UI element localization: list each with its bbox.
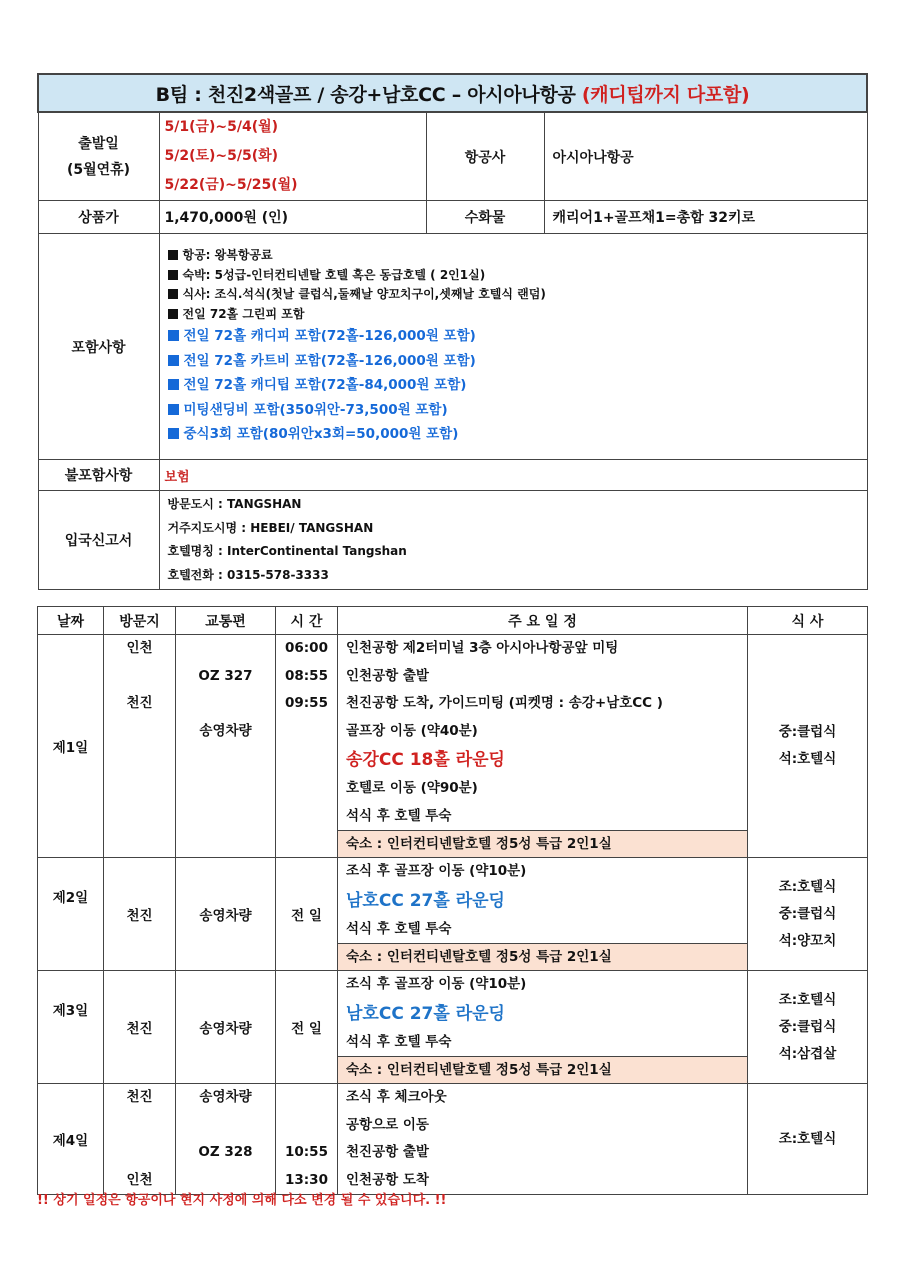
entry-residence: 거주지도시명 : HEBEI/ TANGSHAN [167,520,374,535]
included-item-highlight: 전일 72홀 캐디팁 포함(72홀-84,000원 포함) [168,373,867,398]
departure-dates [159,112,426,201]
product-info-table [37,73,868,590]
entry-hotel-phone: 호텔전화 : 0315-578-3333 [167,567,329,582]
day-meals: 중:클럽식 석:호텔식 [748,635,868,858]
entry-card-label: 입국신고서 [38,491,159,590]
day-label: 제2일 [38,858,104,971]
departure-date: 5/2(토)~5/5(화) [164,148,279,164]
included-item: 항공: 왕복항공료 [168,246,867,266]
plan-item: 인천공항 출발 [346,667,429,684]
hotel-info: 숙소 : 인터컨티넨탈호텔 정5성 특급 2인1실 [338,943,747,970]
included-list [159,234,867,460]
square-bullet-icon [168,270,178,280]
plan-item: 공항으로 이동 [346,1116,429,1133]
title-highlight: (캐디팁까지 다포함) [581,83,750,106]
day-meals: 조:호텔식 [748,1084,868,1195]
day-transport: 송영차량 OZ 328 [176,1084,276,1195]
included-item: 전일 72홀 그린피 포함 [168,305,867,325]
itinerary-day-row [38,1084,868,1195]
entry-card-info [159,491,867,590]
plan-item: 호텔로 이동 (약90분) [346,780,478,796]
header-meal: 식 사 [748,607,868,635]
included-item: 식사: 조식.석식(첫날 클럽식,둘째날 양꼬치구이,셋째날 호텔식 랜덤) [168,285,867,305]
plan-item-golf-round: 남호CC 27홀 라운딩 [346,890,505,911]
day-plans [338,858,748,971]
day-label: 제3일 [38,971,104,1084]
day-times: 06:00 08:55 09:55 [276,635,338,858]
square-bullet-icon [168,289,178,299]
day-plans [338,971,748,1084]
price-label: 상품가 [38,201,159,234]
day-transport: 송영차량 [176,971,276,1084]
excluded-value: 보험 [164,469,190,485]
departure-date: 5/22(금)~5/25(월) [164,177,298,193]
day-places: 인천 천진 [104,635,176,858]
day-time: 전 일 [276,858,338,971]
square-bullet-icon [168,250,178,260]
hotel-info: 숙소 : 인터컨티넨탈호텔 정5성 특급 2인1실 [338,830,747,857]
departure-label: 출발일 [78,135,119,152]
airline-label: 항공사 [426,112,544,201]
header-schedule: 주 요 일 정 [338,607,748,635]
day-meals: 조:호텔식 중:클럽식 석:삼겹살 [748,971,868,1084]
day-place: 천진 [104,971,176,1084]
entry-hotel-name: 호텔명칭 : InterContinental Tangshan [167,544,407,558]
day-transport: 송영차량 [176,858,276,971]
title-main: B팀 : 천진2색골프 / 송강+남호CC – 아시아나항공 [155,83,582,106]
page-title [38,74,867,112]
included-item-highlight: 전일 72홀 캐디피 포함(72홀-126,000원 포함) [168,324,867,349]
plan-item: 조식 후 체크아웃 [346,1089,447,1105]
square-bullet-icon [168,379,179,390]
plan-item: 인천공항 도착 [346,1171,429,1188]
schedule-change-notice: !! 상기 일정은 항공이나 현지 사정에 의해 다소 변경 될 수 있습니다. !! [37,1193,447,1208]
itinerary-day-row [38,971,868,1084]
plan-item: 조식 후 골프장 이동 (약10분) [346,976,527,992]
airline-value: 아시아나항공 [544,112,867,201]
day-label: 제4일 [38,1084,104,1195]
plan-item: 천진공항 도착, 가이드미팅 (피켓명 : 송강+남호CC ) [346,695,663,711]
departure-date: 5/1(금)~5/4(월) [164,119,279,135]
plan-item: 인천공항 제2터미널 3층 아시아나항공앞 미팅 [346,640,619,656]
header-time: 시 간 [276,607,338,635]
included-item: 숙박: 5성급-인터컨티넨탈 호텔 혹은 동급호텔 ( 2인1실) [168,266,867,286]
plan-item: 석식 후 호텔 투숙 [346,807,452,824]
excluded-label: 불포함사항 [38,460,159,491]
plan-item-golf-round: 남호CC 27홀 라운딩 [346,1003,505,1024]
day-places: 천진 인천 [104,1084,176,1195]
itinerary-table [37,606,868,1195]
square-bullet-icon [168,428,179,439]
itinerary-day-row [38,635,868,858]
square-bullet-icon [168,309,178,319]
day-transport: OZ 327 송영차량 [176,635,276,858]
header-date: 날짜 [38,607,104,635]
day-time: 전 일 [276,971,338,1084]
itinerary-header-row [38,607,868,635]
square-bullet-icon [168,355,179,366]
day-plans [338,635,748,858]
day-label: 제1일 [38,635,104,858]
day-meals: 조:호텔식 중:클럽식 석:양꼬치 [748,858,868,971]
day-place: 천진 [104,858,176,971]
hotel-info: 숙소 : 인터컨티넨탈호텔 정5성 특급 2인1실 [338,1056,747,1083]
included-item-highlight: 중식3회 포함(80위안x3회=50,000원 포함) [168,422,867,447]
excluded-value-cell [159,460,867,491]
plan-item: 석식 후 호텔 투숙 [346,1033,452,1050]
square-bullet-icon [168,330,179,341]
header-transport: 교통편 [176,607,276,635]
baggage-label: 수화물 [426,201,544,234]
price-value: 1,470,000원 (인) [159,201,426,234]
header-place: 방문지 [104,607,176,635]
departure-label-cell [38,112,159,201]
plan-item: 석식 후 호텔 투숙 [346,920,452,937]
baggage-value: 캐리어1+골프채1=총합 32키로 [544,201,867,234]
plan-item: 골프장 이동 (약40분) [346,722,478,739]
day-times: 10:55 13:30 [276,1084,338,1195]
plan-item: 조식 후 골프장 이동 (약10분) [346,863,527,879]
included-item-highlight: 미팅샌딩비 포함(350위안-73,500원 포함) [168,398,867,423]
departure-sub-label: (5월연휴) [66,161,131,178]
day-plans [338,1084,748,1195]
itinerary-day-row [38,858,868,971]
included-label: 포함사항 [38,234,159,460]
entry-city: 방문도시 : TANGSHAN [167,497,302,511]
included-item-highlight: 전일 72홀 카트비 포함(72홀-126,000원 포함) [168,349,867,374]
plan-item: 천진공항 출발 [346,1144,429,1160]
plan-item-golf-round: 송강CC 18홀 라운딩 [346,750,505,770]
square-bullet-icon [168,404,179,415]
